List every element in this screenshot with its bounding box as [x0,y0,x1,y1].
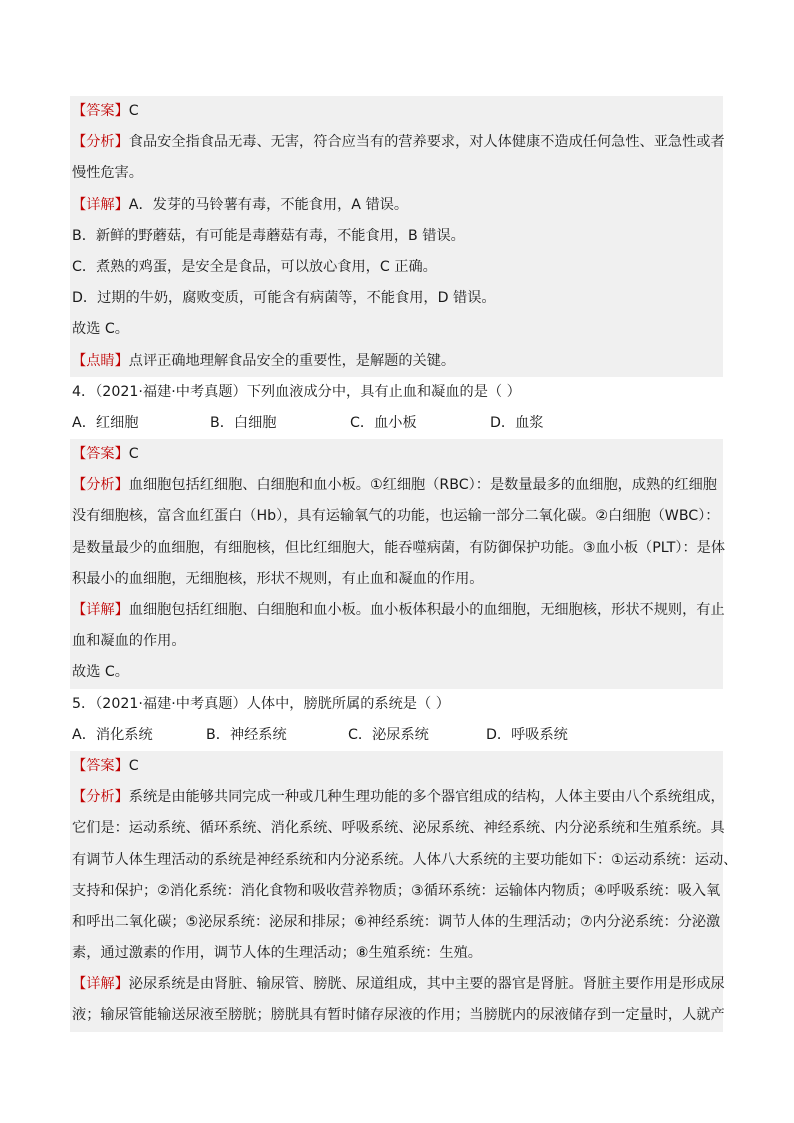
q5-option-a: A．消化系统 [72,726,153,743]
q3-conclusion-line [70,314,723,345]
detail-text: 血细胞包括红细胞、白细胞和血小板。血小板体积最小的血细胞，无细胞核，形状不规则，有止 [128,602,725,618]
detail-tag: 【详解】 [72,196,129,213]
analysis-text: 它们是：运动系统、循环系统、消化系统、呼吸系统、泌尿系统、神经系统、内分泌系统和生殖系统。具 [72,820,725,837]
q5-detail-line [70,1000,723,1031]
analysis-text: 慢性危害。 [72,165,143,182]
q4-stem: 4．（2021·福建·中考真题）下列血液成分中，具有止血和凝血的是（ ） [72,383,521,400]
q5-option-d: D．呼吸系统 [486,726,568,743]
analysis-text: 有调节人体生理活动的系统是神经系统和内分泌系统。人体八大系统的主要功能如下：①运动系统：运动、 [72,851,738,868]
detail-text: B．新鲜的野蘑菇，有可能是毒蘑菇有毒，不能食用，B 错误。 [72,227,465,244]
detail-text: 故选 C。 [72,321,129,338]
q3-detail-line [70,283,723,314]
document-page [70,96,738,1032]
analysis-text: 血细胞包括红细胞、白细胞和血小板。①红细胞（RBC）：是数量最多的血细胞，成熟的红细胞 [128,477,717,494]
comment-text: 点评正确地理解食品安全的重要性，是解题的关键。 [128,352,456,369]
q5-analysis-line [70,876,723,907]
detail-tag: 【详解】 [72,602,129,618]
answer-value: C [128,446,139,463]
q5-option-b: B．神经系统 [206,726,287,743]
q4-detail-line [70,595,723,626]
detail-text: 泌尿系统是由肾脏、输尿管、膀胱、尿道组成，其中主要的器官是肾脏。肾脏主要作用是形成尿 [128,976,725,993]
q4-options [70,408,723,439]
q5-analysis-line [70,813,723,844]
q5-detail-line [70,969,723,1000]
q5-analysis-line [70,845,738,876]
detail-text: 血和凝血的作用。 [72,633,186,650]
q5-stem: 5．（2021·福建·中考真题）人体中，膀胱所属的系统是（ ） [72,695,450,712]
q4-analysis-line [70,470,723,501]
q3-detail-line [70,221,723,252]
analysis-text: 支持和保护；②消化系统：消化食物和吸收营养物质；③循环系统：运输体内物质；④呼吸系统：吸入氧 [72,882,721,899]
answer-tag: 【答案】 [72,446,129,463]
detail-text: D．过期的牛奶，腐败变质，可能含有病菌等，不能食用，D 错误。 [72,290,496,307]
analysis-text: 食品安全指食品无毒、无害，符合应当有的营养要求，对人体健康不造成任何急性、亚急性或者 [128,134,725,151]
q5-analysis-line [70,907,723,938]
q5-option-c: C．泌尿系统 [348,726,429,743]
comment-tag: 【点睛】 [72,352,129,369]
analysis-tag: 【分析】 [72,134,129,151]
q3-comment-line [70,346,723,377]
q3-analysis-line [70,158,723,189]
analysis-text: 和呼出二氧化碳；⑤泌尿系统：泌尿和排尿；⑥神经系统：调节人体的生理活动；⑦内分泌系统：分泌激 [72,913,721,930]
q4-analysis-line [70,533,726,564]
q5-analysis-line [70,782,723,813]
q4-conclusion-line [70,657,723,688]
detail-text: A．发芽的马铃薯有毒，不能食用，A 错误。 [128,196,409,213]
detail-text: C．煮熟的鸡蛋，是安全是食品，可以放心食用，C 正确。 [72,258,437,275]
detail-text: 故选 C。 [72,664,129,681]
q3-answer-line [70,96,723,127]
q4-detail-line [70,626,723,657]
q3-analysis-line [70,127,723,158]
analysis-text: 积最小的血细胞，无细胞核，形状不规则，有止血和凝血的作用。 [72,570,484,587]
q5-options [70,720,723,751]
answer-value: C [128,103,139,119]
q4-answer-line [70,439,723,470]
answer-value: C [128,757,139,774]
q3-detail-line [70,190,723,221]
detail-text: 液；输尿管能输送尿液至膀胱；膀胱具有暂时储存尿液的作用；当膀胱内的尿液储存到一定量时，人就产 [72,1007,725,1024]
analysis-tag: 【分析】 [72,477,129,494]
answer-tag: 【答案】 [72,103,129,119]
q5-answer-line [70,751,723,782]
analysis-text: 没有细胞核，富含血红蛋白（Hb），具有运输氧气的功能，也运输一部分二氧化碳。②白细胞（WBC）： [72,508,720,525]
analysis-text: 是数量最少的血细胞，有细胞核，但比红细胞大，能吞噬病菌，有防御保护功能。③血小板（PLT）：是体 [72,539,726,556]
detail-tag: 【详解】 [72,976,129,993]
analysis-tag: 【分析】 [72,789,129,806]
q4-option-b: B．白细胞 [210,414,277,431]
q4-option-d: D．血浆 [490,414,544,431]
analysis-text: 系统是由能够共同完成一种或几种生理功能的多个器官组成的结构，人体主要由八个系统组成， [128,789,725,806]
answer-tag: 【答案】 [72,757,129,774]
analysis-text: 素，通过激素的作用，调节人体的生理活动；⑧生殖系统：生殖。 [72,945,482,962]
q4-analysis-line [70,501,723,532]
q4-option-a: A．红细胞 [72,414,139,431]
q4-option-c: C．血小板 [350,414,417,431]
q5-analysis-line [70,938,723,969]
q3-detail-line [70,252,723,283]
q4-analysis-line [70,564,723,595]
